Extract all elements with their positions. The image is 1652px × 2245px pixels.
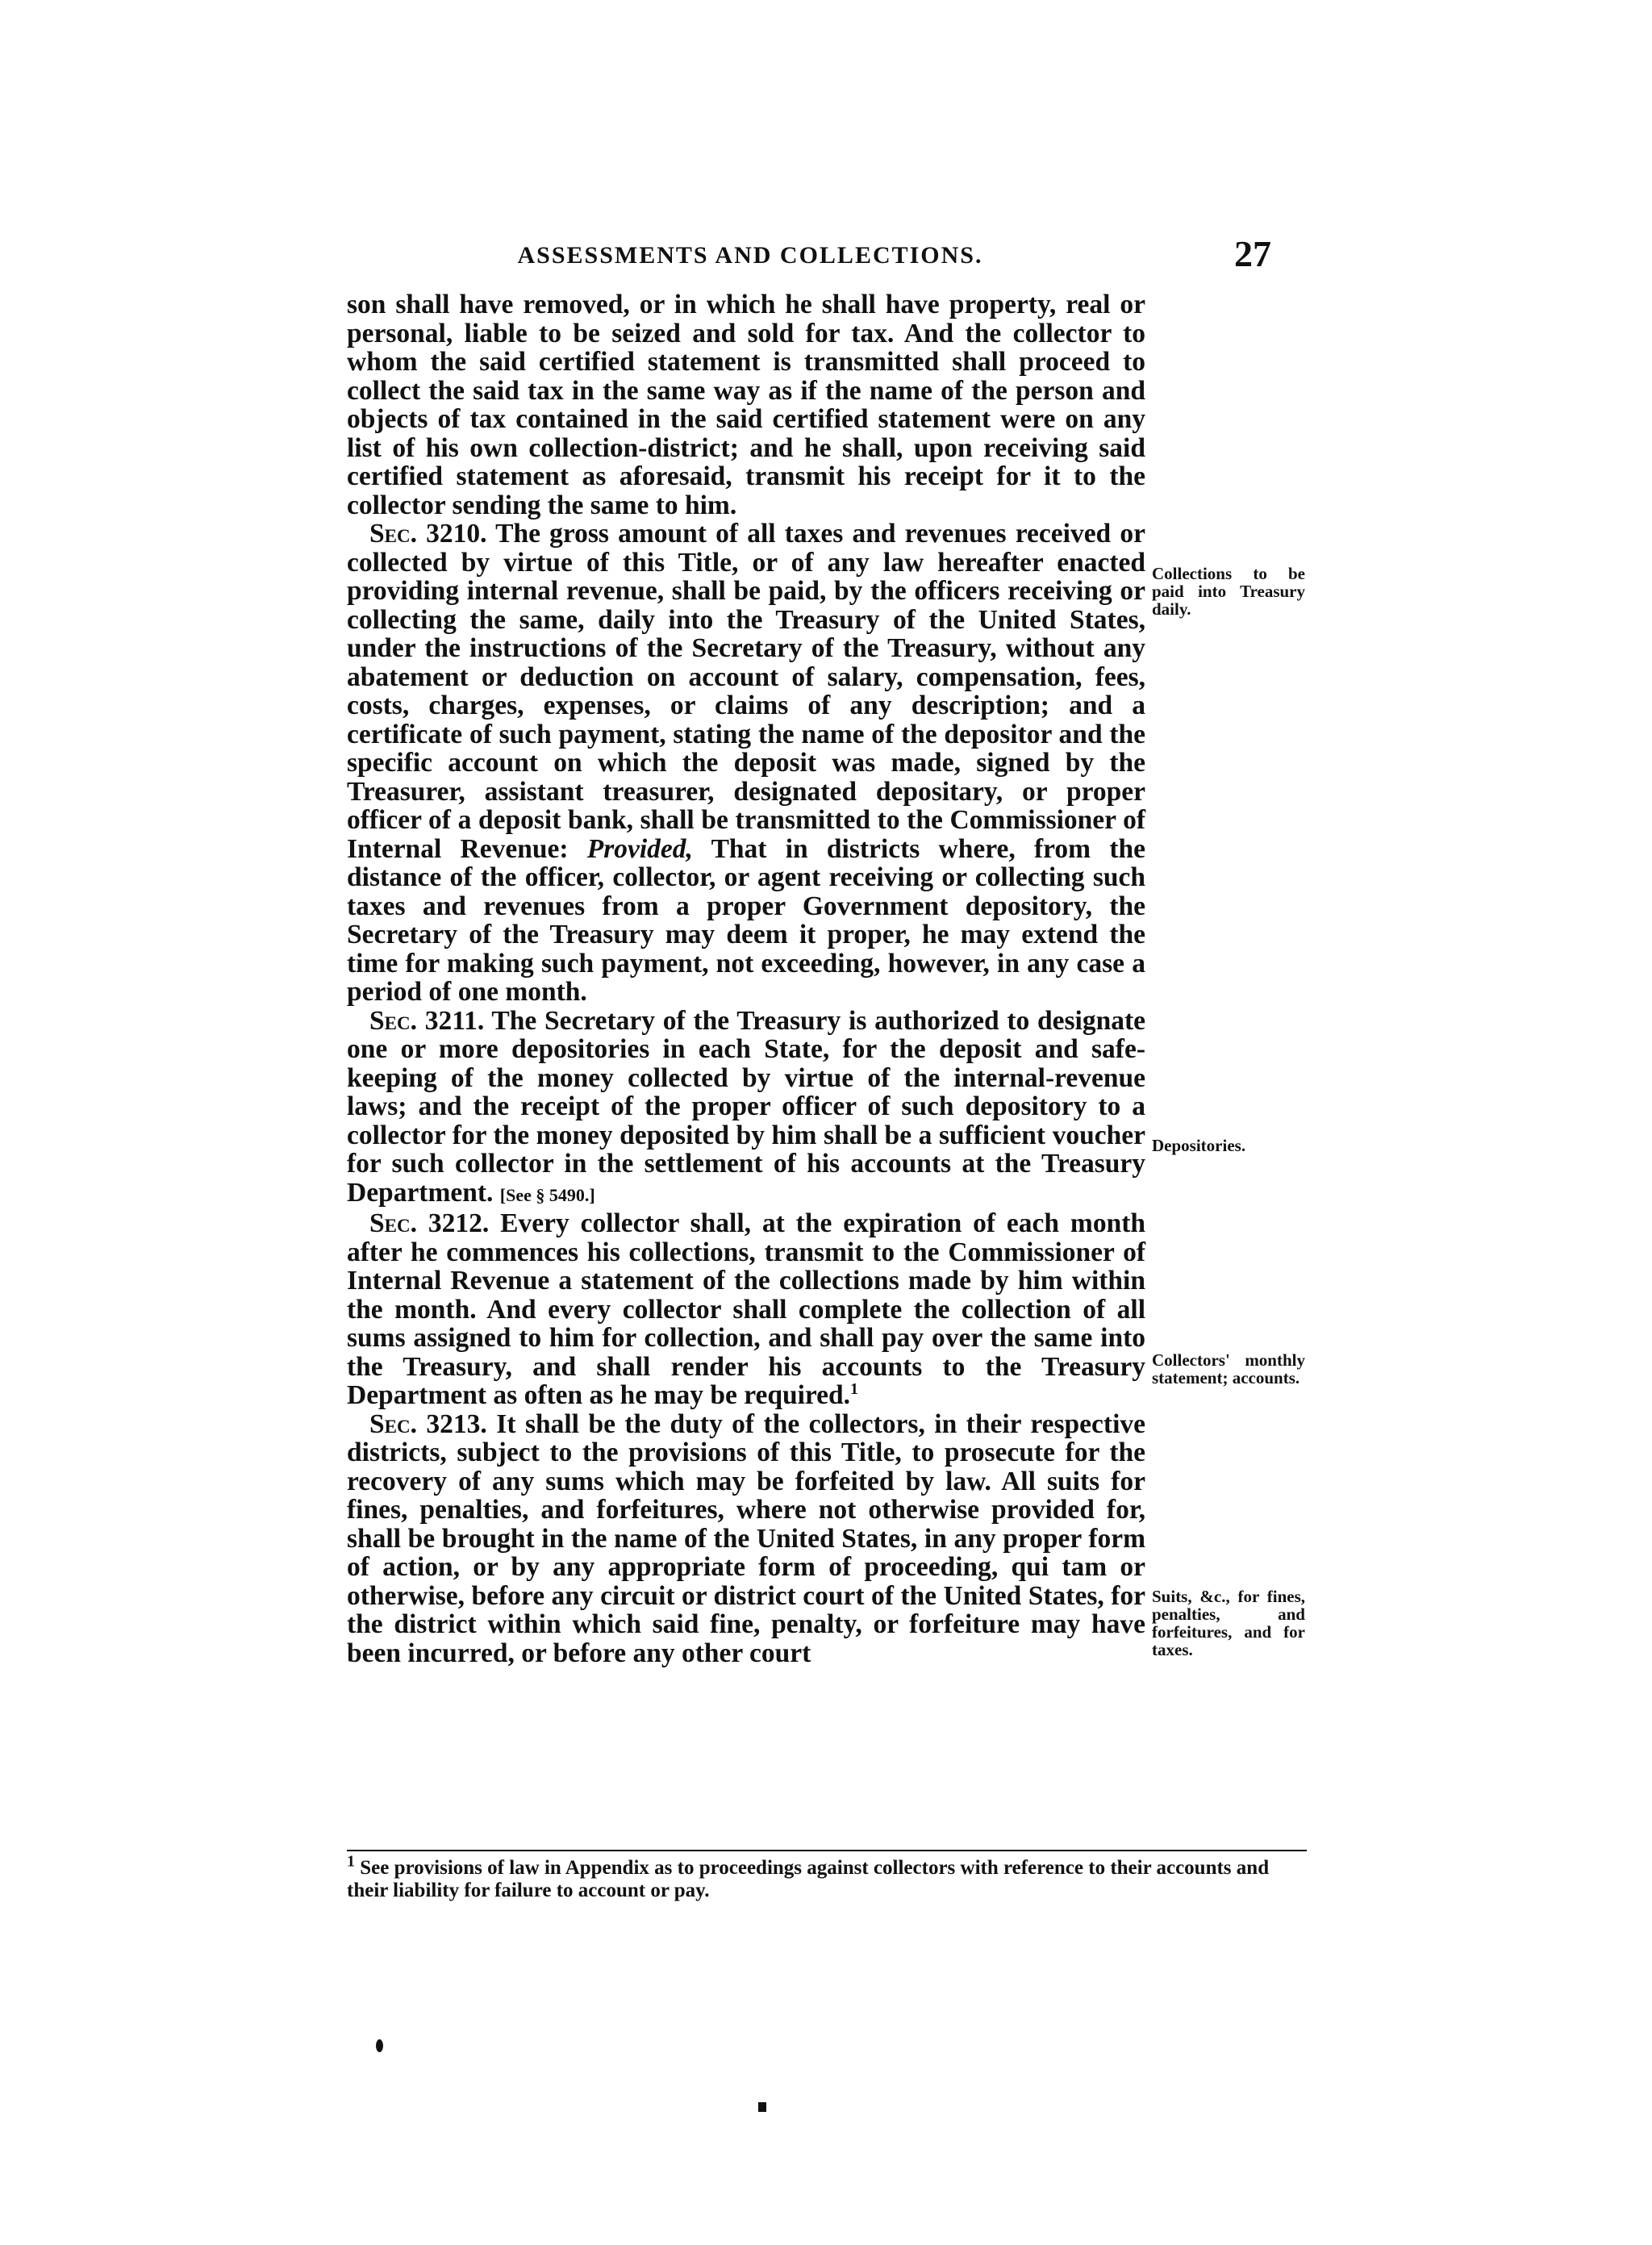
footnote-mark: 1 [347, 1852, 355, 1871]
section-3212 [347, 1209, 1145, 1410]
stray-mark [376, 2039, 383, 2052]
margin-note-monthly-statement: Collectors' monthly statement; accounts. [1152, 1350, 1305, 1387]
section-3211 [347, 1007, 1145, 1210]
page-number: 27 [1234, 233, 1271, 274]
margin-note-depositories: Depositories. [1152, 1136, 1246, 1155]
proviso-word: Provided, [586, 833, 693, 864]
section-3213 [347, 1410, 1145, 1668]
stray-mark [758, 2102, 766, 2112]
section-text: The gross amount of all taxes and revenues received or collected by virtue of this Title, or of any law hereafter enacted providing internal revenue, shall be paid, by the officers receiving or collecting the same, daily into the Treasury of the United States, under the instructions of the Secretary of the Treasury, without any abatement or deduction on account of salary, compensation, fees, costs, charges, expenses, or claims of any description; and a certificate of such payment, stating the name of the depositor and the specific account on which the deposit was made, signed by the Treasurer, assistant treasurer, designated depositary, or proper officer of a deposit bank, shall be transmitted to the Commissioner of Internal Revenue: [347, 519, 1145, 864]
footnote-reference: 1 [850, 1379, 859, 1398]
section-text: Every collector shall, at the expiration of each month after he commences his collections, transmit to the Commissioner of Internal Revenue a statement of the collections made by him within the month. And every collector shall complete the collection of all sums assigned to him for collection, and shall pay over the same into the Treasury, and shall render his accounts to the Treasury Department as often as he may be required. [347, 1208, 1145, 1410]
margin-note-collections: Collections to be paid into Treasury daily. [1152, 564, 1305, 619]
margin-note-suits: Suits, &c., for fines, penalties, and forfeitures, and for taxes. [1152, 1587, 1305, 1659]
section-number: Sec. 3211. [369, 1005, 485, 1036]
citation: [See § 5490.] [499, 1184, 595, 1205]
section-number: Sec. 3212. [369, 1208, 490, 1238]
section-text: The Secretary of the Treasury is authorized to designate one or more depositories in each State, for the deposit and safe-keeping of the money collected by virtue of the internal-revenue laws; and the receipt of the proper officer of such depository to a collector for the money deposited by him shall be a sufficient voucher for such collector in the settlement of his accounts at the Treasury Department. [347, 1005, 1145, 1208]
section-number: Sec. 3213. [369, 1408, 487, 1439]
proviso-text: That in districts where, from the distance of the officer, collector, or agent receiving or collecting such taxes and revenues from a proper Government depository, the Secretary of the Treasury may deem it proper, he may extend the time for making such payment, not exceeding, however, in any case a period of one month. [347, 833, 1145, 1007]
footnote-divider [347, 1850, 1307, 1851]
footnote-text: See provisions of law in Appendix as to proceedings against collectors with reference to their accounts and their liability for failure to account or pay. [347, 1857, 1270, 1901]
running-title: ASSESSMENTS AND COLLECTIONS. [517, 242, 983, 269]
section-text: It shall be the duty of the collectors, in their respective districts, subject to the provisions of this Title, to prosecute for the recovery of any sums which may be forfeited by law. All suits for fines, penalties, and forfeitures, where not otherwise provided for, shall be brought in the name of the United States, in any proper form of action, or by any appropriate form of proceeding, qui tam or otherwise, before any circuit or district court of the United States, for the district within which said fine, penalty, or forfeiture may have been incurred, or before any other court [347, 1408, 1145, 1668]
section-number: Sec. 3210. [369, 519, 487, 549]
intro-paragraph: son shall have removed, or in which he shall have property, real or personal, liable to be seized and sold for tax. And the collector to whom the said certified statement is transmitted shall proceed to collect the said tax in the same way as if the name of the person and objects of tax contained in the said certified statement were on any list of his own collection-district; and he shall, upon receiving said certified statement as aforesaid, transmit his receipt for it to the collector sending the same to him. [347, 290, 1145, 520]
footnote [347, 1852, 1307, 1902]
section-3210 [347, 520, 1145, 1007]
body-text [347, 290, 1145, 1667]
